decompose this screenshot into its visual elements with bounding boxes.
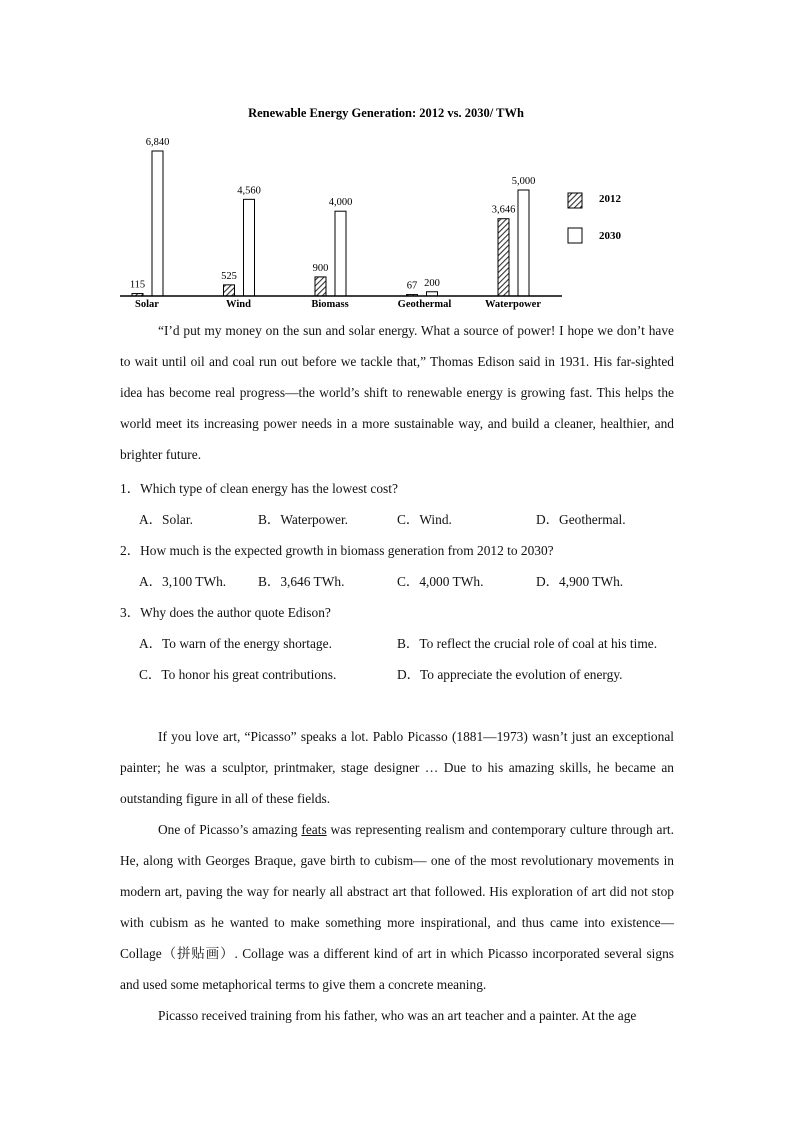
question-1-option-c[interactable]: C．Wind. bbox=[397, 512, 452, 527]
data-label-geothermal-2030: 200 bbox=[424, 277, 440, 289]
question-1-option-b[interactable]: B．Waterpower. bbox=[258, 512, 349, 527]
bar-biomass-2030 bbox=[335, 211, 346, 296]
bar-waterpower-2012 bbox=[498, 219, 509, 296]
question-3-stem: 3．Why does the author quote Edison? bbox=[120, 605, 331, 620]
bar-wind-2012 bbox=[224, 285, 235, 296]
legend-label-2012: 2012 bbox=[599, 193, 621, 205]
chart-title: Renewable Energy Generation: 2012 vs. 2030/ TWh bbox=[248, 106, 524, 120]
question-1-option-d[interactable]: D．Geothermal. bbox=[536, 512, 626, 527]
bar-solar-2030 bbox=[152, 151, 163, 296]
data-label-solar-2030: 6,840 bbox=[145, 137, 170, 148]
data-label-waterpower-2012: 3,646 bbox=[491, 204, 516, 216]
question-2-option-c[interactable]: C．4,000 TWh. bbox=[397, 574, 484, 589]
legend-label-2030: 2030 bbox=[599, 230, 621, 242]
category-label-wind: Wind bbox=[226, 299, 251, 310]
question-3-option-a[interactable]: A．To warn of the energy shortage. bbox=[139, 636, 332, 651]
question-3-option-c[interactable]: C．To honor his great contributions. bbox=[139, 667, 337, 682]
category-label-biomass: Biomass bbox=[311, 299, 349, 310]
data-label-solar-2012: 115 bbox=[129, 279, 146, 291]
data-label-geothermal-2012: 67 bbox=[406, 280, 418, 292]
legend-swatch-2030 bbox=[568, 228, 582, 243]
question-2-option-a[interactable]: A．3,100 TWh. bbox=[139, 574, 227, 589]
question-2-option-b[interactable]: B．3,646 TWh. bbox=[258, 574, 345, 589]
bar-biomass-2012 bbox=[315, 277, 326, 296]
question-2-option-d[interactable]: D．4,900 TWh. bbox=[536, 574, 624, 589]
passage-picasso-p1: If you love art, “Picasso” speaks a lot. Pablo Picasso (1881—1973) wasn’t just an exceptional painter; he was a sculptor, printmaker, stage designer … Due to his amazing skills, he became an outstanding figure in all of these fields. bbox=[120, 729, 674, 806]
data-label-wind-2012: 525 bbox=[221, 270, 237, 282]
p2-text-after: was representing realism and contemporary culture through art. He, along with Georges Braque, gave birth to cubism— one of the most revolutionary movements in modern art, paving the way for nearly all abstract art that followed. His exploration of art did not stop with cubism as he wanted to make something more inspirational, and thus came into existence—Collage（拼贴画）. Collage was a different kind of art in which Picasso incorporated several signs and used some metaphorical terms to give them a concrete meaning. bbox=[120, 822, 674, 992]
underlined-word-feats: feats bbox=[301, 822, 327, 837]
energy-bar-chart bbox=[110, 100, 670, 315]
question-1-stem: 1．Which type of clean energy has the lowest cost? bbox=[120, 481, 398, 496]
data-label-biomass-2012: 900 bbox=[312, 262, 329, 274]
legend-swatch-2012 bbox=[568, 193, 582, 208]
passage-picasso-p2 bbox=[120, 814, 674, 1000]
question-3-option-b[interactable]: B．To reflect the crucial role of coal at his time. bbox=[397, 636, 658, 651]
p2-text-before: One of Picasso’s amazing bbox=[158, 822, 302, 837]
category-label-solar: Solar bbox=[135, 299, 159, 310]
question-3-option-d[interactable]: D．To appreciate the evolution of energy. bbox=[397, 667, 623, 682]
category-label-geothermal: Geothermal bbox=[397, 299, 452, 310]
data-label-wind-2030: 4,560 bbox=[237, 185, 261, 197]
question-2-stem: 2．How much is the expected growth in biomass generation from 2012 to 2030? bbox=[120, 543, 554, 558]
passage-edison: “I’d put my money on the sun and solar energy. What a source of power! I hope we don’t have to wait until oil and coal run out before we tackle that,” Thomas Edison said in 1931. His far-sighted idea has become real progress—the world’s shift to renewable energy is growing fast. This helps the world meet its increasing power needs in a more sustainable way, and build a cleaner, healthier, and brighter future. bbox=[120, 323, 674, 462]
data-label-biomass-2030: 4,000 bbox=[328, 197, 353, 209]
data-label-waterpower-2030: 5,000 bbox=[511, 176, 536, 188]
passage-picasso-p3: Picasso received training from his father, who was an art teacher and a painter. At the age bbox=[158, 1008, 637, 1023]
bar-wind-2030 bbox=[244, 199, 255, 296]
category-label-waterpower: Waterpower bbox=[485, 299, 541, 310]
bar-waterpower-2030 bbox=[518, 190, 529, 296]
question-1-option-a[interactable]: A．Solar. bbox=[139, 512, 193, 527]
